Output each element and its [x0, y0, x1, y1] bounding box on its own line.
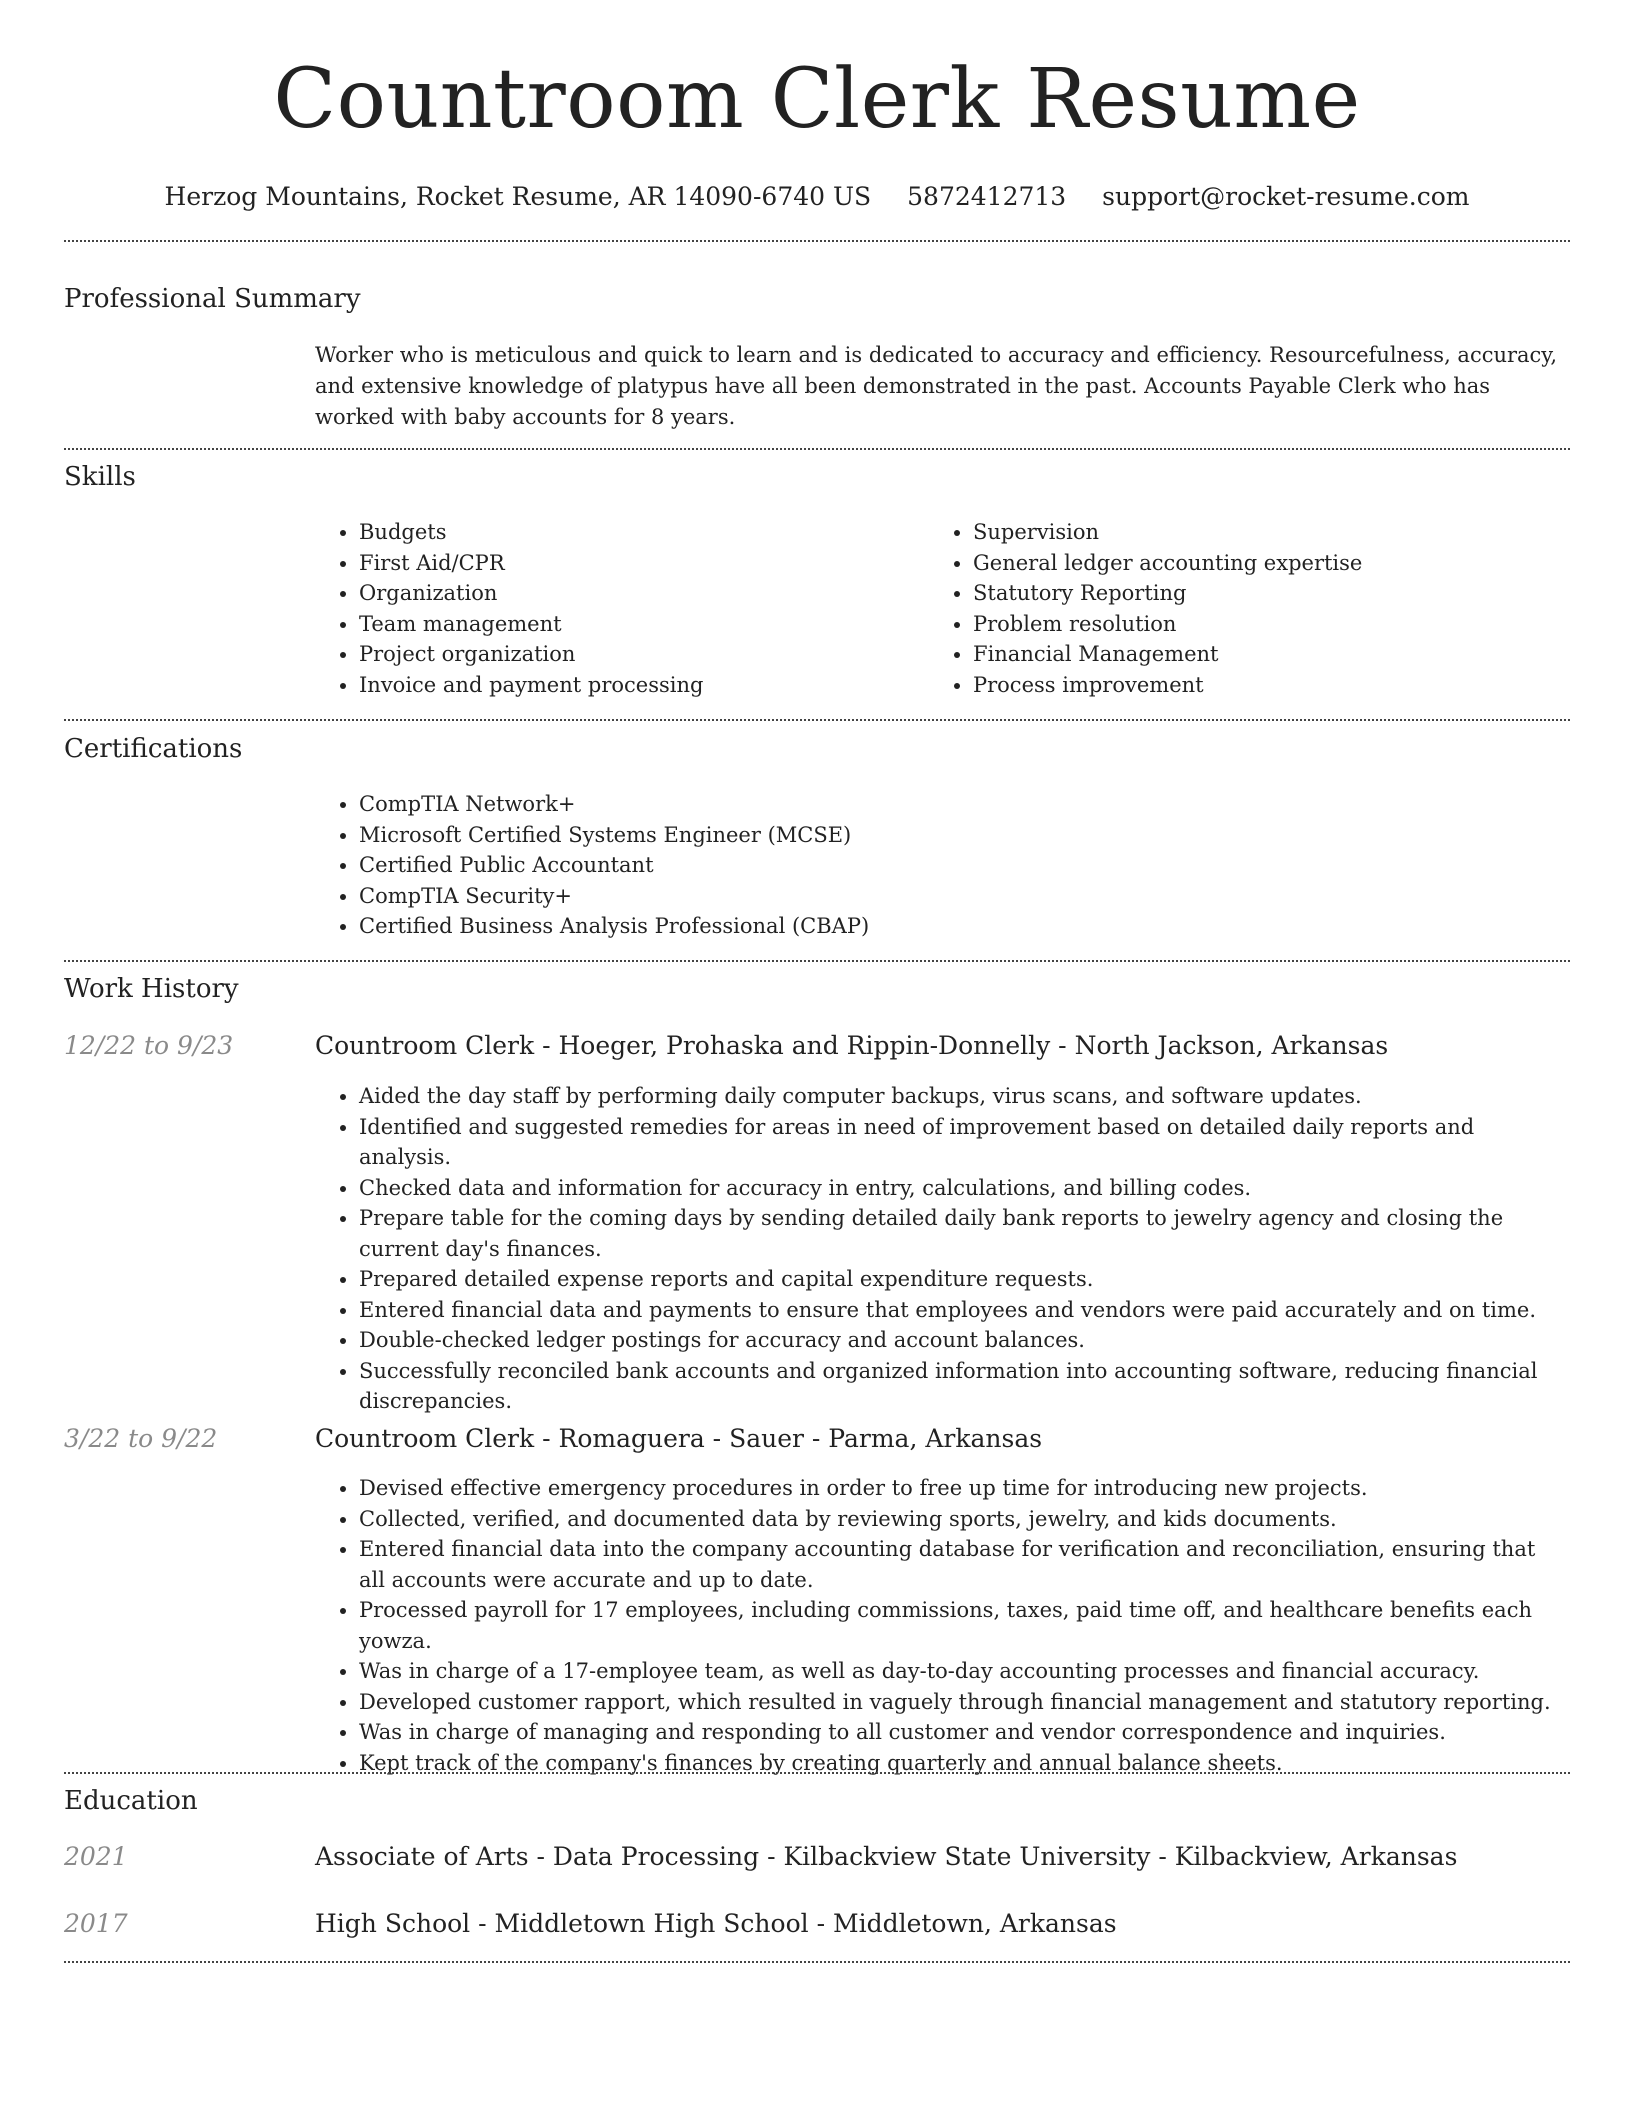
summary-body — [315, 340, 1565, 433]
work-section — [64, 973, 1570, 1005]
job-bullet: • Prepared detailed expense reports and capital expenditure requests. — [359, 1264, 1565, 1295]
skills-heading: Skills — [64, 462, 136, 492]
job-dates: 3/22 to 9/22 — [64, 1424, 218, 1453]
job-bullet: • Identified and suggested remedies for areas in need of improvement based on detailed daily reports and analysis. — [359, 1112, 1565, 1173]
certifications-body — [315, 789, 1565, 942]
job-title: Countroom Clerk - Romaguera - Sauer - Parma, Arkansas — [315, 1424, 1043, 1453]
contact-address: Herzog Mountains, Rocket Resume, AR 14090-6740 US — [164, 182, 872, 211]
summary-section — [64, 283, 1570, 315]
certifications-list — [315, 789, 1565, 942]
certification-item: • CompTIA Network+ — [359, 789, 1565, 820]
job-bullet: • Was in charge of a 17-employee team, as well as day-to-day accounting processes and financial accuracy. — [359, 1656, 1565, 1687]
skill-item: • Problem resolution — [973, 609, 1569, 640]
skills-list-left — [315, 517, 925, 700]
education-entry: High School - Middletown High School - Middletown, Arkansas — [315, 1909, 1117, 1938]
certifications-heading: Certifications — [64, 734, 243, 764]
summary-heading: Professional Summary — [64, 284, 361, 314]
job-dates: 12/22 to 9/23 — [64, 1031, 234, 1060]
education-section — [64, 1785, 1570, 1817]
certification-item: • CompTIA Security+ — [359, 881, 1565, 912]
contact-phone: 5872412713 — [907, 182, 1067, 211]
skill-item: • Budgets — [359, 517, 925, 548]
skill-item: • Team management — [359, 609, 925, 640]
job-bullet-list — [315, 1081, 1565, 1417]
skill-item: • Invoice and payment processing — [359, 670, 925, 701]
job-bullet: • Kept track of the company's finances by creating quarterly and annual balance sheets. — [359, 1748, 1565, 1779]
job-bullet: • Aided the day staff by performing daily computer backups, virus scans, and software updates. — [359, 1081, 1565, 1112]
divider — [64, 240, 1570, 242]
divider — [64, 960, 1570, 962]
job-bullet: • Checked data and information for accuracy in entry, calculations, and billing codes. — [359, 1173, 1565, 1204]
skills-list-right — [929, 517, 1569, 700]
certification-item: • Certified Business Analysis Professional (CBAP) — [359, 911, 1565, 942]
job-bullet: • Devised effective emergency procedures in order to free up time for introducing new projects. — [359, 1473, 1565, 1504]
job-bullet: • Successfully reconciled bank accounts and organized information into accounting software, reducing financial discrepancies. — [359, 1356, 1565, 1417]
job-bullet: • Double-checked ledger postings for accuracy and account balances. — [359, 1325, 1565, 1356]
skill-item: • Organization — [359, 578, 925, 609]
job-bullet: • Processed payroll for 17 employees, including commissions, taxes, paid time off, and healthcare benefits each yowza. — [359, 1595, 1565, 1656]
skill-item: • Financial Management — [973, 639, 1569, 670]
skill-item: • Supervision — [973, 517, 1569, 548]
skill-item: • First Aid/CPR — [359, 548, 925, 579]
job-bullet: • Entered financial data into the company accounting database for verification and reconciliation, ensuring that all accounts were accurate and up to date. — [359, 1534, 1565, 1595]
skills-section — [64, 461, 1570, 493]
resume-title: Countroom Clerk Resume — [273, 52, 1361, 147]
divider — [64, 1961, 1570, 1963]
job-bullet: • Was in charge of managing and responding to all customer and vendor correspondence and inquiries. — [359, 1717, 1565, 1748]
job-bullet: • Collected, verified, and documented data by reviewing sports, jewelry, and kids documents. — [359, 1504, 1565, 1535]
job-bullet-list — [315, 1473, 1565, 1778]
contact-line — [64, 180, 1570, 214]
summary-text: Worker who is meticulous and quick to learn and is dedicated to accuracy and efficiency. Resourcefulness, accuracy, and extensive knowledge of platypus have all been demonstrated in the past. Accounts Payable Clerk who has worked with baby accounts for 8 years. — [315, 343, 1558, 429]
contact-email: support@rocket-resume.com — [1102, 182, 1470, 211]
certification-item: • Certified Public Accountant — [359, 850, 1565, 881]
skill-item: • Statutory Reporting — [973, 578, 1569, 609]
divider — [64, 719, 1570, 721]
divider — [64, 448, 1570, 450]
skill-item: • Project organization — [359, 639, 925, 670]
skills-left-column — [315, 517, 925, 700]
job-bullets — [315, 1473, 1565, 1778]
skill-item: • Process improvement — [973, 670, 1569, 701]
job-bullet: • Entered financial data and payments to ensure that employees and vendors were paid accurately and on time. — [359, 1295, 1565, 1326]
work-heading: Work History — [64, 974, 239, 1004]
skill-item: • General ledger accounting expertise — [973, 548, 1569, 579]
job-bullets — [315, 1081, 1565, 1417]
education-entry: Associate of Arts - Data Processing - Kilbackview State University - Kilbackview, Arkansas — [315, 1842, 1458, 1871]
resume-page — [64, 0, 1570, 1938]
job-title: Countroom Clerk - Hoeger, Prohaska and Rippin-Donnelly - North Jackson, Arkansas — [315, 1031, 1389, 1060]
job-bullet: • Prepare table for the coming days by sending detailed daily bank reports to jewelry agency and closing the current day's finances. — [359, 1203, 1565, 1264]
education-heading: Education — [64, 1786, 198, 1816]
certifications-section — [64, 733, 1570, 765]
education-year: 2021 — [64, 1842, 128, 1871]
divider — [64, 1772, 1570, 1774]
certification-item: • Microsoft Certified Systems Engineer (MCSE) — [359, 820, 1565, 851]
education-year: 2017 — [64, 1909, 128, 1938]
skills-right-column — [929, 517, 1569, 700]
job-bullet: • Developed customer rapport, which resulted in vaguely through financial management and statutory reporting. — [359, 1687, 1565, 1718]
